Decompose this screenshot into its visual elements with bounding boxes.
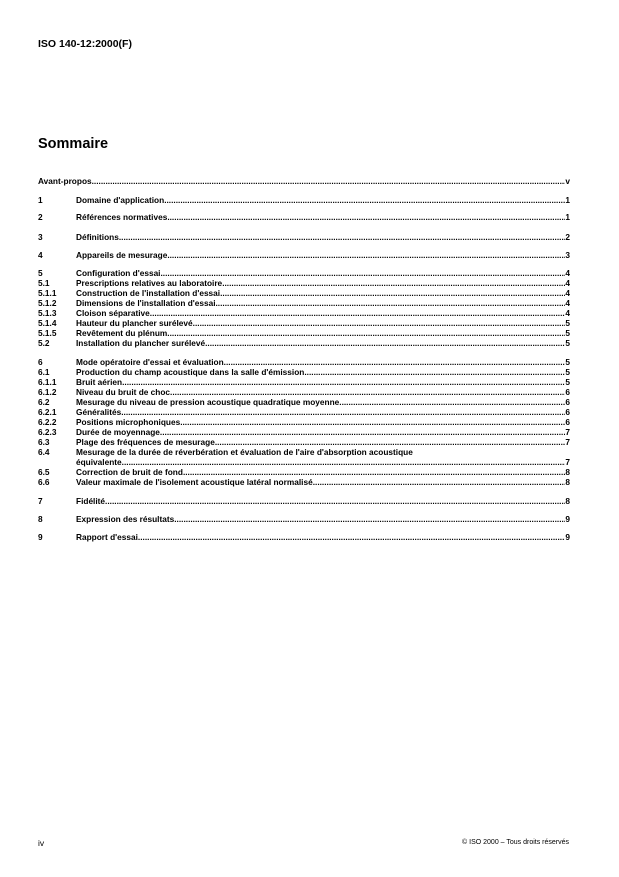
toc-entry[interactable]: 6.3 Plage des fréquences de mesurage ..... 7 xyxy=(38,437,570,447)
toc-entry[interactable]: 4 Appareils de mesurage ..... 3 xyxy=(38,250,570,260)
toc-entry[interactable]: 6.1.1 Bruit aérien ..... 5 xyxy=(38,377,570,387)
toc-entry[interactable]: 5.1.1 Construction de l'installation d'essai ..... 4 xyxy=(38,288,570,298)
toc-entry[interactable]: 6.1.2 Niveau du bruit de choc ..... 6 xyxy=(38,387,570,397)
toc-entry[interactable]: Avant-propos ..... v xyxy=(38,176,570,186)
toc-entry[interactable]: 7 Fidélité ..... 8 xyxy=(38,496,570,506)
toc-entry[interactable]: 6 Mode opératoire d'essai et évaluation ..... 5 xyxy=(38,357,570,367)
page-title: Sommaire xyxy=(38,136,109,152)
toc-entry[interactable]: 6.6 Valeur maximale de l'isolement acoustique latéral normalisé ..... 8 xyxy=(38,477,570,487)
toc-entry[interactable]: 6.2.2 Positions microphoniques ..... 6 xyxy=(38,417,570,427)
toc-entry[interactable]: 5.2 Installation du plancher surélevé ..... 5 xyxy=(38,338,570,348)
toc-entry[interactable]: 6.2 Mesurage du niveau de pression acoustique quadratique moyenne ..... 6 xyxy=(38,397,570,407)
copyright-notice: © ISO 2000 – Tous droits réservés xyxy=(462,839,569,846)
toc-entry[interactable]: 5.1.5 Revêtement du plénum ..... 5 xyxy=(38,328,570,338)
toc-entry[interactable]: 2 Références normatives ..... 1 xyxy=(38,212,570,222)
toc-entry[interactable]: 9 Rapport d'essai ..... 9 xyxy=(38,532,570,542)
toc-entry-continued[interactable]: équivalente ..... 7 xyxy=(38,457,570,467)
toc-entry[interactable]: 5.1.3 Cloison séparative ..... 4 xyxy=(38,308,570,318)
toc-entry[interactable]: 5.1 Prescriptions relatives au laboratoire ..... 4 xyxy=(38,278,570,288)
toc-entry[interactable]: 5.1.2 Dimensions de l'installation d'essai ..... 4 xyxy=(38,298,570,308)
toc-entry[interactable]: 5 Configuration d'essai ..... 4 xyxy=(38,268,570,278)
toc-entry[interactable]: 6.2.1 Généralités ..... 6 xyxy=(38,407,570,417)
page-number: iv xyxy=(38,838,45,848)
toc-entry[interactable]: 3 Définitions ..... 2 xyxy=(38,232,570,242)
toc-entry[interactable]: 6.5 Correction de bruit de fond ..... 8 xyxy=(38,467,570,477)
toc-entry[interactable]: 6.4 Mesurage de la durée de réverbération et évaluation de l'aire d'absorption acoustique xyxy=(38,447,413,457)
toc-entry[interactable]: 1 Domaine d'application ..... 1 xyxy=(38,195,570,205)
toc-entry[interactable]: 6.1 Production du champ acoustique dans la salle d'émission ..... 5 xyxy=(38,367,570,377)
document-id: ISO 140-12:2000(F) xyxy=(38,38,132,50)
toc-entry[interactable]: 8 Expression des résultats ..... 9 xyxy=(38,514,570,524)
toc-entry[interactable]: 5.1.4 Hauteur du plancher surélevé ..... 5 xyxy=(38,318,570,328)
toc-entry[interactable]: 6.2.3 Durée de moyennage ..... 7 xyxy=(38,427,570,437)
